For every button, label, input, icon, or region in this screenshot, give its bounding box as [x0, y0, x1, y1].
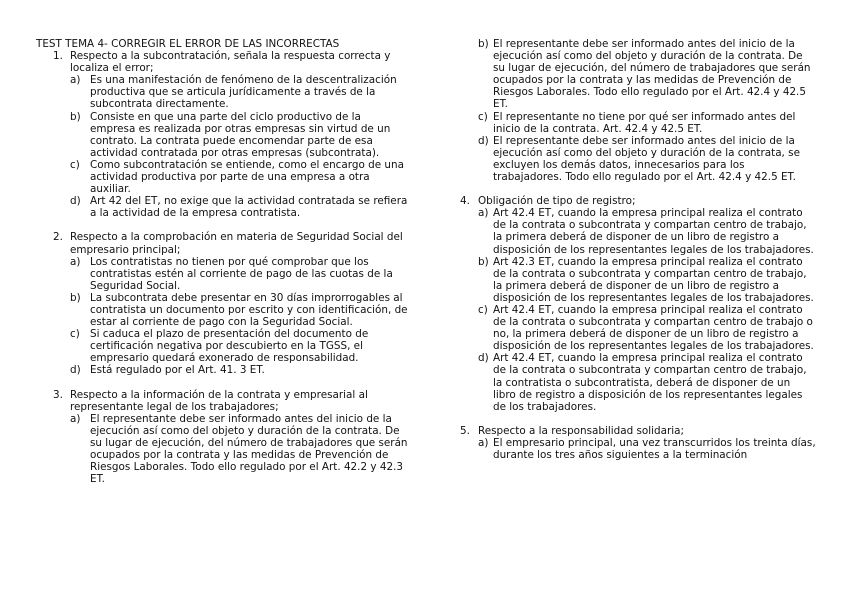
question-number: 3.	[53, 388, 63, 401]
option-text: El representante debe ser informado antes del inicio de la ejecución así como del objeto y duración de la contrata. De su lugar de ejecución, del número de trabajadores que serán ocupados por la contrata y las medidas de Prevención de Riesgos Laborales. Todo ello regulado por el Art. 42.2 y 42.3 ET.	[90, 412, 408, 486]
option-4c	[460, 304, 816, 352]
option-letter: a)	[70, 255, 81, 268]
option-text: Art 42.4 ET, cuando la empresa principal realiza el contrato de la contrata o subcontrata y compartan centro de trabajo o no, la primera deberá de disponer de un libro de registro a disposición de los representantes legales de los trabajadores.	[493, 303, 814, 353]
question-text: Respecto a la responsabilidad solidaria;	[478, 424, 685, 437]
question-text: Respecto a la información de la contrata y empresarial al representante legal de los trabajadores;	[70, 388, 368, 413]
option-text: La subcontrata debe presentar en 30 días improrrogables al contratista un documento por escrito y con identificación, de estar al corriente de pago con la Seguridad Social.	[90, 291, 408, 329]
question-3-continued	[460, 38, 816, 183]
option-text: El representante debe ser informado antes del inicio de la ejecución así como del objeto y duración de la contrata. De su lugar de ejecución, del número de trabajadores que serán ocupados por la contrata y las medidas de Prevención de Riesgos Laborales. Todo ello regulado por el Art. 42.4 y 42.5 ET.	[493, 38, 811, 111]
option-text: El representante debe ser informado antes del inicio de la ejecución así como del objeto y duración de la contrata, se excluyen los demás datos, innecesarios para los trabajadores. Todo ello regulado por el Art. 42.4 y 42.5 ET.	[493, 134, 800, 184]
option-letter: b)	[70, 110, 81, 123]
option-text: Art 42 del ET, no exige que la actividad contratada se refiera a la actividad de la empresa contratista.	[90, 195, 408, 220]
option-letter: a)	[478, 207, 489, 220]
option-text: Es una manifestación de fenómeno de la descentralización productiva que se articula jurídicamente a través de la subcontrata directamente.	[90, 74, 397, 111]
option-4d	[460, 352, 816, 412]
option-text: Art 42.3 ET, cuando la empresa principal realiza el contrato de la contrata o subcontrata y compartan centro de trabajo, la primera deberá de disponer de un libro de registro a disposición de los representantes legales de los trabajadores.	[493, 255, 814, 304]
question-text: Obligación de tipo de registro;	[478, 195, 636, 208]
option-letter: d)	[70, 195, 81, 208]
option-letter: c)	[70, 158, 80, 171]
option-1b	[70, 111, 408, 159]
left-column	[36, 38, 408, 485]
option-letter: b)	[70, 291, 81, 304]
option-letter: a)	[478, 436, 489, 449]
option-text: Si caduca el plazo de presentación del documento de certificación negativa por descubierto en la TGSS, el empresario quedará exonerado de responsabilidad.	[90, 328, 369, 365]
option-letter: b)	[478, 38, 489, 50]
question-4	[460, 195, 816, 413]
option-letter: d)	[478, 352, 489, 365]
question-text: Respecto a la comprobación en materia de Seguridad Social del empresario principal;	[70, 231, 403, 256]
question-number: 5.	[460, 424, 470, 437]
question-number: 2.	[53, 231, 63, 244]
option-2c	[70, 328, 408, 364]
option-letter: c)	[70, 328, 80, 341]
right-column	[460, 38, 816, 461]
option-3a	[70, 413, 408, 486]
option-4b	[460, 256, 816, 304]
option-letter: b)	[478, 255, 489, 268]
option-1c	[70, 159, 408, 195]
option-text: Los contratistas no tienen por qué comprobar que los contratistas estén al corriente de pago de las cuotas de la Seguridad Social.	[90, 255, 393, 292]
question-number: 4.	[460, 195, 470, 208]
option-1a	[70, 74, 408, 110]
option-text: El empresario principal, una vez transcurridos los treinta días, durante los tres años siguientes a la terminación	[493, 436, 816, 461]
test-title: TEST TEMA 4- CORREGIR EL ERROR DE LAS INCORRECTAS	[36, 38, 340, 50]
option-letter: c)	[478, 303, 488, 316]
option-text: Consiste en que una parte del ciclo productivo de la empresa es realizada por otras empresas sin virtud de un contrato. La contrata puede encomendar parte de esa actividad contratada por otras empresas (subcontrata).	[90, 110, 391, 159]
question-3	[36, 389, 408, 486]
option-text: Art 42.4 ET, cuando la empresa principal realiza el contrato de la contrata o subcontrata y compartan centro de trabajo, la primera deberá de disponer de un libro de registro a disposición de los representantes legales de los trabajadores.	[493, 207, 814, 256]
option-letter: c)	[478, 110, 488, 123]
option-5a	[460, 437, 816, 461]
option-letter: a)	[70, 74, 81, 87]
option-text: El representante no tiene por qué ser informado antes del inicio de la contrata. Art. 42.4 y 42.5 ET.	[493, 110, 796, 135]
question-1	[36, 50, 408, 219]
question-5	[460, 425, 816, 461]
option-letter: a)	[70, 412, 81, 425]
option-3b	[460, 38, 816, 111]
option-text: Está regulado por el Art. 41. 3 ET.	[90, 364, 265, 377]
option-2d	[70, 364, 408, 376]
option-4a	[460, 207, 816, 255]
option-2a	[70, 256, 408, 292]
question-text: Respecto a la subcontratación, señala la respuesta correcta y localiza el error;	[70, 50, 391, 75]
option-1d	[70, 195, 408, 219]
question-number: 1.	[53, 50, 63, 63]
option-letter: d)	[70, 364, 81, 377]
option-text: Art 42.4 ET, cuando la empresa principal realiza el contrato de la contrata o subcontrata y compartan centro de trabajo, la contratista o subcontratista, deberá de disponer de un libro de registro a disposición de los representantes legales de los trabajadores.	[493, 352, 807, 413]
option-2b	[70, 292, 408, 328]
option-text: Como subcontratación se entiende, como el encargo de una actividad productiva por parte de una empresa a otra auxiliar.	[90, 158, 404, 196]
option-3d	[460, 135, 816, 183]
option-3c	[460, 111, 816, 135]
option-letter: d)	[478, 134, 489, 147]
question-2	[36, 231, 408, 376]
